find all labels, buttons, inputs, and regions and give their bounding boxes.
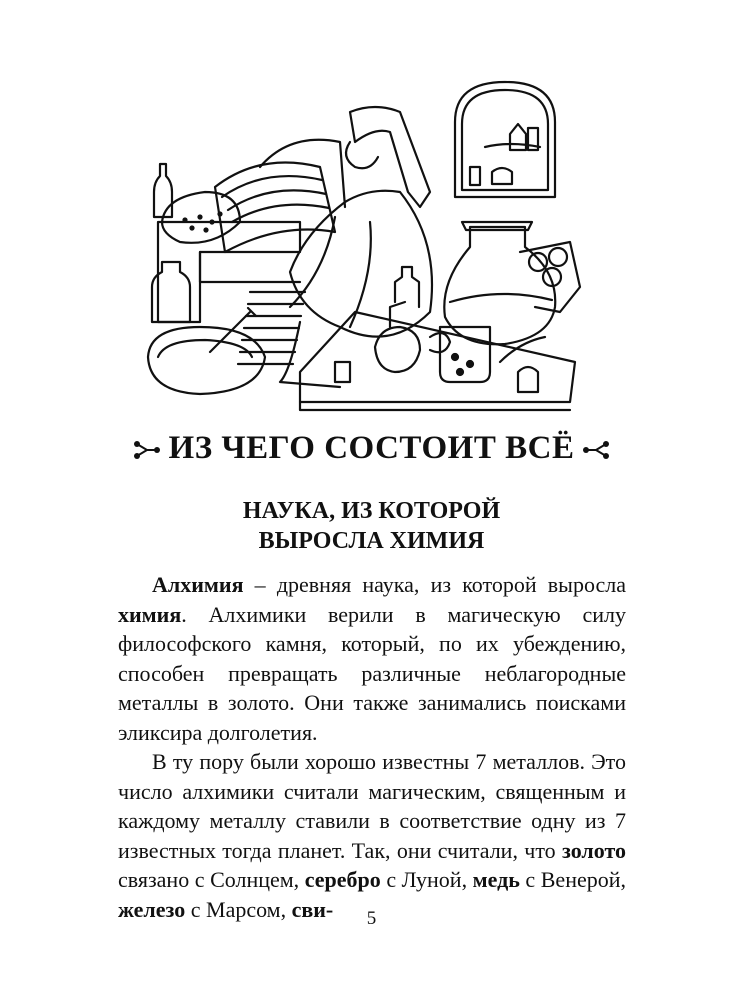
term-iron: железо — [118, 896, 186, 922]
term-copper: медь — [472, 867, 520, 892]
term-alchemy: Алхимия — [152, 572, 244, 597]
section-title-line2: ВЫРОСЛА ХИМИЯ — [258, 528, 485, 554]
page-number: 5 — [366, 908, 377, 929]
term-silver: серебро — [304, 867, 381, 892]
ornament-right-icon — [582, 432, 610, 469]
section-title-line1: НАУКА, ИЗ КОТОРОЙ — [242, 498, 501, 524]
text-span: связано с Солнцем, — [118, 867, 305, 892]
text-span: – древняя наука, из которой выросла — [243, 572, 626, 597]
paragraph-1 — [118, 570, 626, 747]
alchemist-illustration — [140, 72, 590, 422]
term-gold: золото — [562, 837, 626, 863]
section-title — [0, 496, 743, 556]
text-span: с Венерой, — [519, 867, 626, 892]
term-chemistry: химия — [118, 601, 182, 627]
term-lead-fragment: сви- — [291, 896, 334, 922]
paragraph-2 — [118, 747, 626, 924]
chapter-title — [0, 430, 743, 469]
text-span: с Луной, — [380, 867, 473, 892]
ornament-left-icon — [133, 432, 161, 469]
chapter-title-text: ИЗ ЧЕГО СОСТОИТ ВСЁ — [168, 430, 575, 466]
text-span: В ту пору были хорошо известны 7 металлов. Это число алхимики считали магическим, священным и каждому металлу ставили в соответствие одну из 7 известных тогда планет. Так, они считали, что — [118, 749, 626, 863]
body-text — [118, 570, 626, 924]
text-span: . Алхимики верили в магическую силу философского камня, который, по их убеждению, способен превращать различные неблагородные металлы в золото. Они также занимались поисками эликсира долголетия. — [118, 601, 626, 745]
text-span: с Марсом, — [185, 896, 292, 922]
